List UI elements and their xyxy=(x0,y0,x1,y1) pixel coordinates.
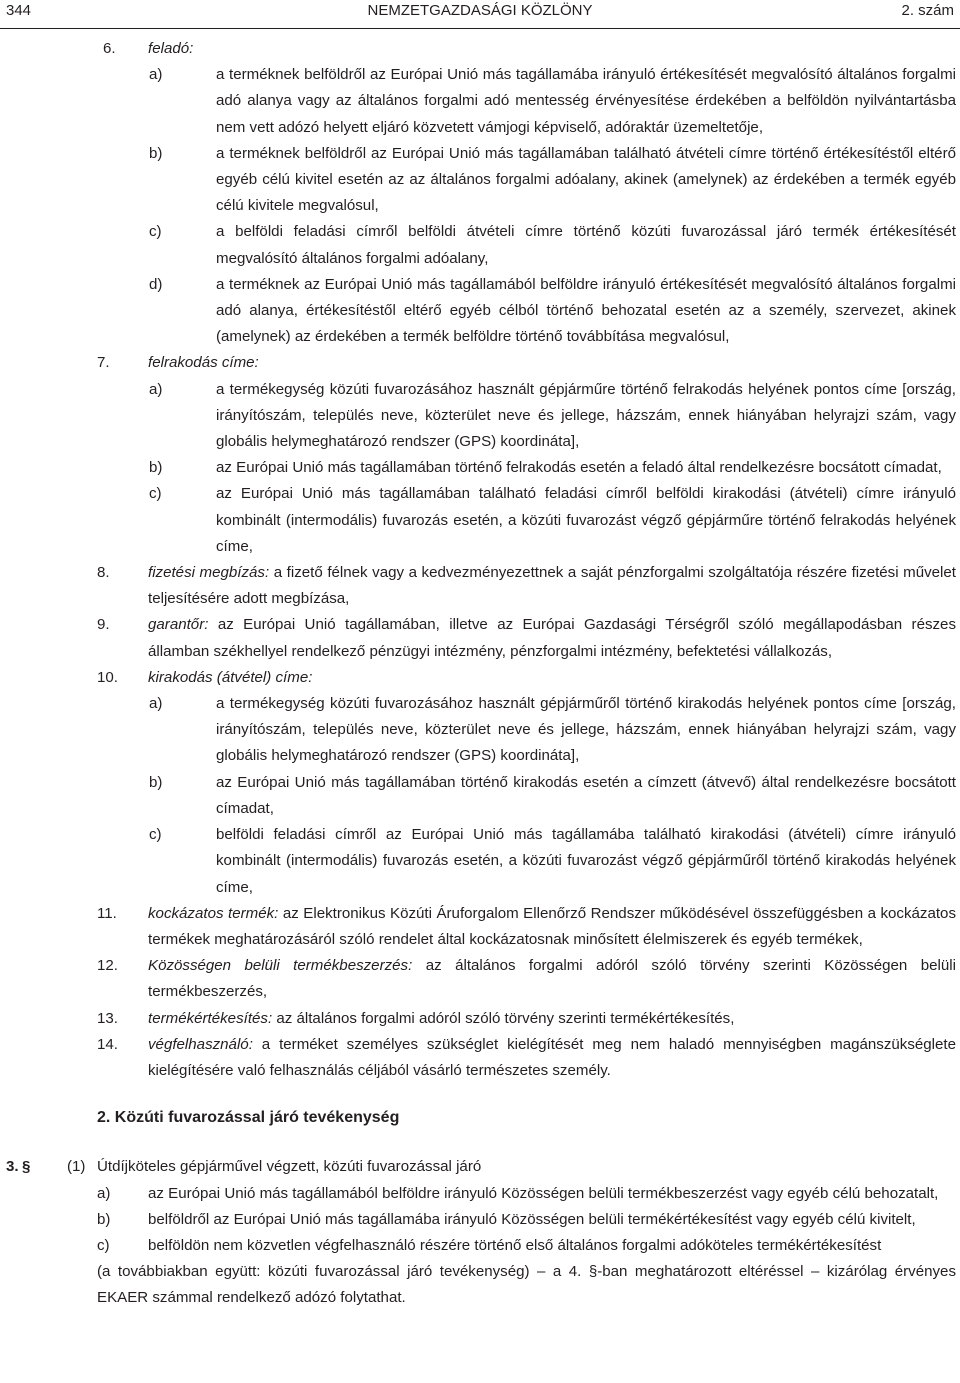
definition-item-10 xyxy=(0,665,960,691)
sub-item xyxy=(0,219,960,271)
sub-letter: a) xyxy=(97,1184,111,1202)
item-number: 11. xyxy=(97,904,117,922)
journal-title: NEMZETGAZDASÁGI KÖZLÖNY xyxy=(367,2,593,19)
item-number: 6. xyxy=(103,40,116,57)
item-number: 10. xyxy=(97,668,118,686)
sub-letter: c) xyxy=(149,485,162,503)
item-number: 12. xyxy=(97,957,118,975)
defined-term: fizetési megbízás: xyxy=(148,564,270,582)
paragraph-intro: Útdíjköteles gépjárművel végzett, közúti fuvarozással járó xyxy=(97,1158,482,1176)
paragraph-sub-item xyxy=(0,1207,960,1233)
defined-term: kockázatos termék: xyxy=(148,904,279,922)
definition-item-8 xyxy=(0,560,960,612)
sub-item xyxy=(0,691,960,770)
definition-text: az Európai Unió tagállamában, illetve az Európai Gazdasági Térségről szóló megállapodásban részes államban székhellyel rendelkező pénzügyi intézmény, pénzforgalmi intézmény, befektetési vállalkozás, xyxy=(148,616,956,660)
paragraph-closing-text: (a továbbiakban együtt: közúti fuvarozással járó tevékenység) – a 4. §-ban meghatározott eltéréssel – kizárólag érvényes EKAER számmal rendelkező adózó folytathat. xyxy=(97,1263,956,1307)
sub-text: az Európai Unió más tagállamában történő felrakodás esetén a feladó által rendelkezésre bocsátott címadat, xyxy=(216,459,942,477)
sub-item xyxy=(0,62,960,141)
page-number: 344 xyxy=(6,2,32,19)
sub-text: a terméknek az Európai Unió más tagállamából belföldre irányuló értékesítését megvalósító általános forgalmi adó alanya, értékesítéstől eltérő egyéb célból történő behozatal esetén az a személy, szervezet, akinek (amelynek) az érdekében a termék belföldre történő továbbítása megvalósul, xyxy=(216,275,956,346)
definition-item-13 xyxy=(0,1006,960,1032)
sub-letter: a) xyxy=(149,66,163,84)
defined-term: kirakodás (átvétel) címe: xyxy=(148,668,313,686)
sub-item xyxy=(0,377,960,456)
item-number: 7. xyxy=(97,354,110,372)
definition-text: az általános forgalmi adóról szóló törvény szerinti Közösségen belüli termékbeszerzés, xyxy=(148,957,956,1001)
sub-letter: c) xyxy=(97,1236,110,1254)
section-sign: § xyxy=(22,1158,31,1176)
sub-letter: b) xyxy=(149,144,163,162)
defined-term: Közösségen belüli termékbeszerzés: xyxy=(148,957,413,975)
defined-term: feladó: xyxy=(148,40,194,57)
definition-text: az általános forgalmi adóról szóló törvény szerinti termékértékesítés, xyxy=(272,1009,735,1027)
defined-term: garantőr: xyxy=(148,616,209,634)
sub-letter: c) xyxy=(149,826,162,844)
section-heading: 2. Közúti fuvarozással járó tevékenység xyxy=(97,1109,400,1127)
item-number: 14. xyxy=(97,1035,118,1053)
sub-letter: b) xyxy=(149,773,163,791)
paragraph-3 xyxy=(0,1154,960,1180)
sub-item xyxy=(0,455,960,481)
definition-item-6 xyxy=(0,36,960,62)
sub-text: belföldről az Európai Unió más tagállamába irányuló Közösségen belüli termékértékesítést vagy egyéb célú kivitelt, xyxy=(148,1210,916,1228)
paragraph-number: 3. xyxy=(6,1158,19,1176)
sub-letter: b) xyxy=(149,459,163,477)
page-body xyxy=(0,36,960,1312)
item-number: 8. xyxy=(97,564,110,582)
paragraph-sub-item xyxy=(0,1181,960,1207)
sub-letter: a) xyxy=(149,380,163,398)
sub-item xyxy=(0,822,960,901)
sub-text: a belföldi feladási címről belföldi átvételi címre történő közúti fuvarozással járó termék értékesítését megvalósító általános forgalmi adóalany, xyxy=(216,223,956,267)
definition-text: a terméket személyes szükséglet kielégítését meg nem haladó mennyiségben magánszükséglete kielégítésére való felhasználás céljából vásárló természetes személy. xyxy=(148,1035,956,1079)
sub-text: a terméknek belföldről az Európai Unió más tagállamába irányuló értékesítését megvalósító általános forgalmi adó alanya vagy az általános forgalmi adó mentesség érvényesítése érdekében a belföldön nyilvántartásba nem vett adózó helyett eljáró közvetett vámjogi képviselő, adóraktár üzemeltetője, xyxy=(216,66,956,136)
page-header xyxy=(0,0,960,29)
definition-item-11 xyxy=(0,901,960,953)
sub-letter: a) xyxy=(149,695,163,713)
sub-text: a termékegység közúti fuvarozásához használt gépjárműre történő felrakodás helyének pontos címe [ország, irányítószám, település neve, közterület neve és jellege, házszám, ennek hiányában helyrajzi szám, vagy globális helymeghatározó rendszer (GPS) koordináta], xyxy=(216,380,956,451)
item-number: 13. xyxy=(97,1009,118,1027)
definition-item-7 xyxy=(0,350,960,376)
sub-text: a termékegység közúti fuvarozásához használt gépjárműről történő kirakodás helyének pontos címe [ország, irányítószám, település neve, közterület neve és jellege, házszám, ennek hiányában helyrajzi szám, vagy globális helymeghatározó rendszer (GPS) koordináta], xyxy=(216,695,956,765)
sub-item xyxy=(0,481,960,560)
sub-text: az Európai Unió más tagállamában történő kirakodás esetén a címzett (átvevő) által rendelkezésre bocsátott címadat, xyxy=(216,773,956,817)
definition-item-12 xyxy=(0,953,960,1005)
sub-letter: b) xyxy=(97,1210,111,1228)
paragraph-sub-item xyxy=(0,1233,960,1259)
defined-term: végfelhasználó: xyxy=(148,1035,253,1053)
sub-text: a terméknek belföldről az Európai Unió más tagállamában található átvételi címre történő értékesítéstől eltérő egyéb célú kivitel esetén az az általános forgalmi adóalany, akinek (amelynek) az érdekében a termék egyéb célú kivitele megvalósul, xyxy=(216,144,956,215)
definition-text: az Elektronikus Közúti Áruforgalom Ellenőrző Rendszer működésével összefüggésben a kockázatos termékek meghatározásáról szóló rendelet által kockázatosnak minősített élelmiszerek és egyéb termékek, xyxy=(148,904,956,948)
defined-term: termékértékesítés: xyxy=(148,1009,273,1027)
subsection-index: (1) xyxy=(67,1158,86,1176)
item-number: 9. xyxy=(97,616,110,634)
sub-letter: c) xyxy=(149,223,162,241)
sub-item xyxy=(0,770,960,822)
defined-term: felrakodás címe: xyxy=(148,354,259,372)
definition-item-14 xyxy=(0,1032,960,1084)
sub-text: belföldön nem közvetlen végfelhasználó részére történő első általános forgalmi adóköteles termékértékesítést xyxy=(148,1236,882,1254)
sub-text: belföldi feladási címről az Európai Unió más tagállamába található kirakodási (átvételi) címre irányuló kombinált (intermodális) fuvarozás esetén, a közúti fuvarozást végző gépjárműről történő kirakodás helyének címe, xyxy=(216,826,956,896)
sub-item xyxy=(0,272,960,351)
definition-item-9 xyxy=(0,612,960,664)
sub-text: az Európai Unió más tagállamában található feladási címről belföldi kirakodási (átvételi) címre irányuló kombinált (intermodális) fuvarozás esetén, a közúti fuvarozást végző gépjárműre történő felrakodás helyének címe, xyxy=(216,485,956,555)
definition-text: a fizető félnek vagy a kedvezményezettnek a saját pénzforgalmi szolgáltatója részére fizetési művelet teljesítésére adott megbízása, xyxy=(148,564,956,608)
sub-item xyxy=(0,141,960,220)
issue-number: 2. szám xyxy=(901,2,954,19)
sub-text: az Európai Unió más tagállamából belföldre irányuló Közösségen belüli termékbeszerzést vagy egyéb célú behozatalt, xyxy=(148,1184,939,1202)
sub-letter: d) xyxy=(149,275,163,293)
